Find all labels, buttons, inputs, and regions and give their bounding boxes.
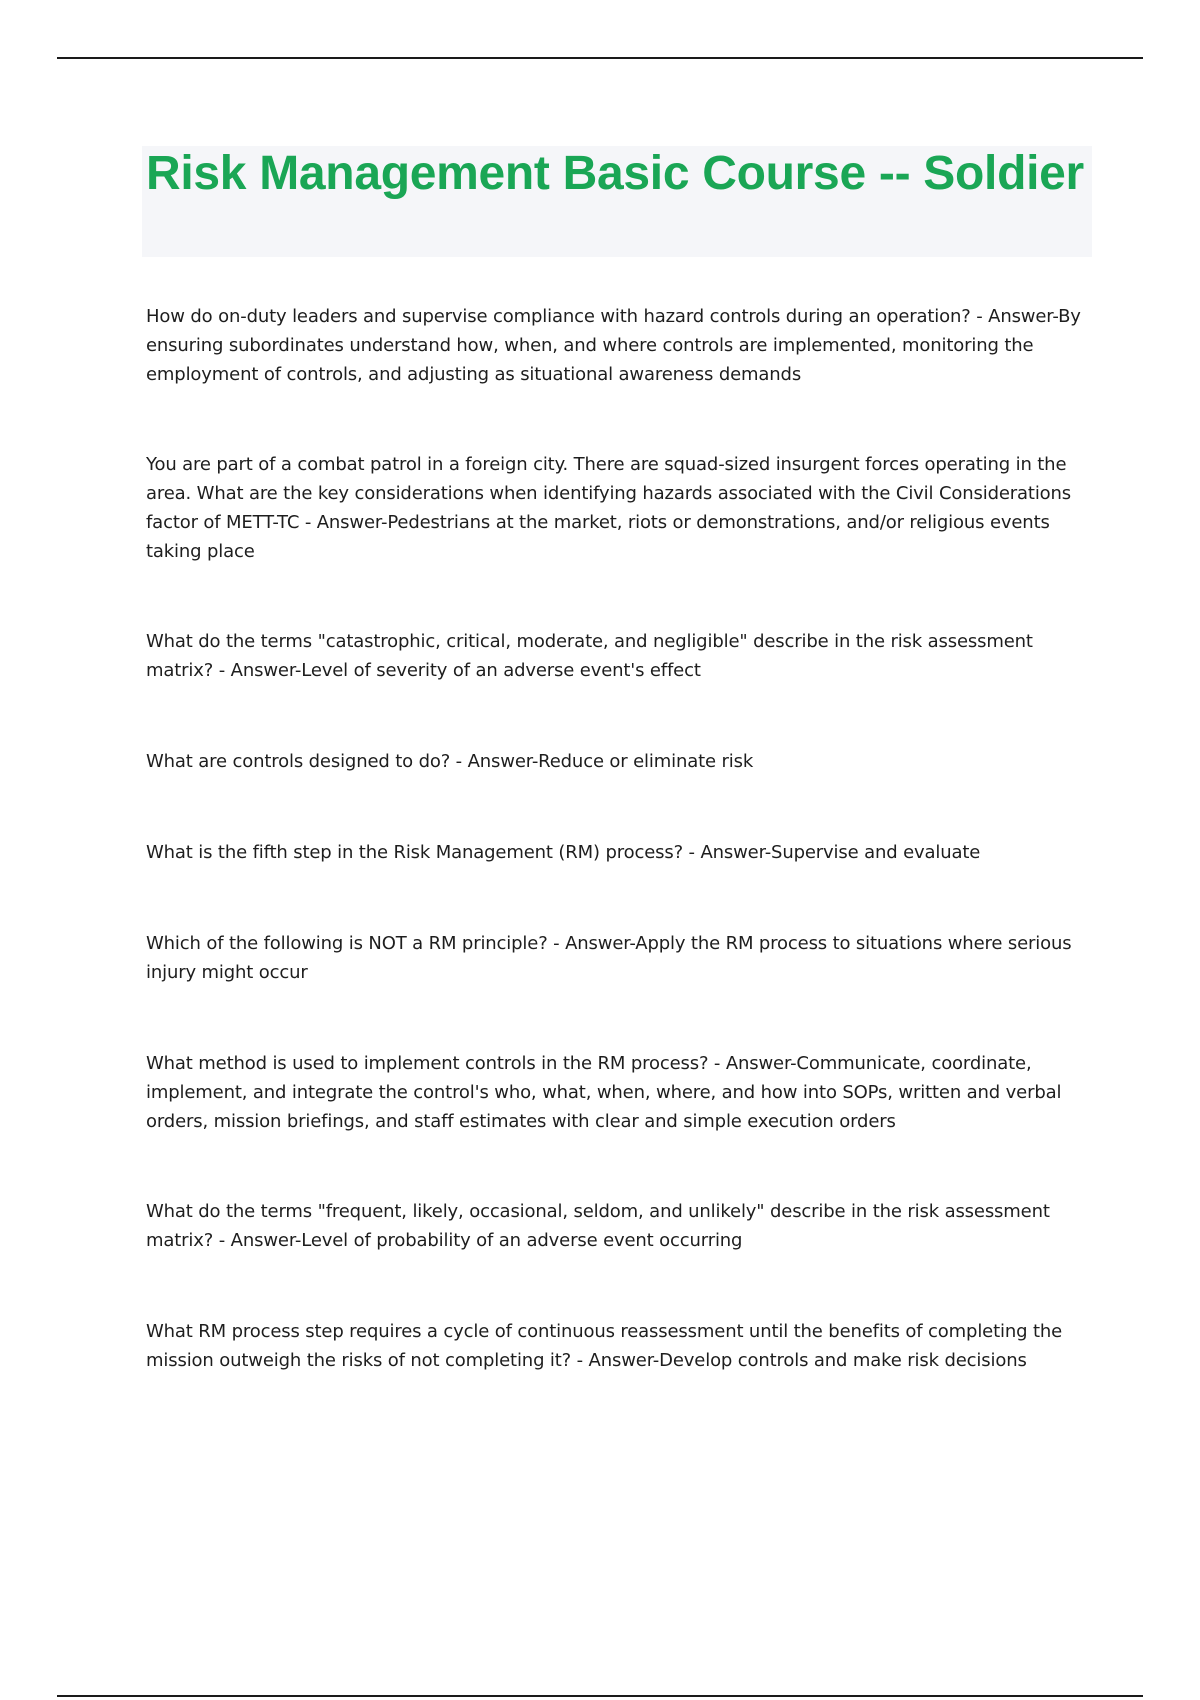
qa-item: What is the fifth step in the Risk Management (RM) process? - Answer-Supervise and evaluate bbox=[146, 842, 981, 863]
qa-item: What RM process step requires a cycle of continuous reassessment until the benefits of completing the mission outweigh the risks of not completing it? - Answer-Develop controls and make risk decisions bbox=[146, 1321, 1063, 1371]
qa-item: You are part of a combat patrol in a foreign city. There are squad-sized insurgent forces operating in the area. What are the key considerations when identifying hazards associated with the Civil Considerations factor of METT-TC - Answer-Pedestrians at the market, riots or demonstrations, and/or religious events taking place bbox=[146, 454, 1072, 562]
qa-item: What do the terms "frequent, likely, occasional, seldom, and unlikely" describe in the risk assessment matrix? - Answer-Level of probability of an adverse event occurring bbox=[146, 1201, 1050, 1251]
qa-list bbox=[146, 302, 1086, 1375]
qa-item: Which of the following is NOT a RM principle? - Answer-Apply the RM process to situations where serious injury might occur bbox=[146, 933, 1072, 983]
title-banner bbox=[142, 146, 1092, 257]
qa-item: How do on-duty leaders and supervise compliance with hazard controls during an operation? - Answer-By ensuring subordinates understand how, when, and where controls are implemented, monitoring the employment of controls, and adjusting as situational awareness demands bbox=[146, 306, 1081, 385]
qa-item: What do the terms "catastrophic, critical, moderate, and negligible" describe in the risk assessment matrix? - Answer-Level of severity of an adverse event's effect bbox=[146, 631, 1033, 681]
qa-item: What method is used to implement controls in the RM process? - Answer-Communicate, coordinate, implement, and integrate the control's who, what, when, where, and how into SOPs, written and verbal orders, mission briefings, and staff estimates with clear and simple execution orders bbox=[146, 1053, 1062, 1132]
qa-item: What are controls designed to do? - Answer-Reduce or eliminate risk bbox=[146, 751, 754, 772]
page-title: Risk Management Basic Course -- Soldier bbox=[146, 147, 1084, 200]
bottom-divider bbox=[57, 1695, 1143, 1697]
top-divider bbox=[57, 57, 1143, 59]
